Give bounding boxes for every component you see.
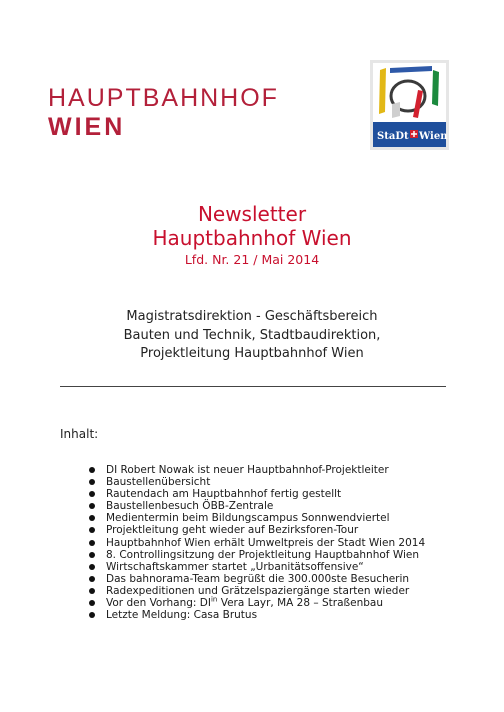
toc-item: 8. Controllingsitzung der Projektleitung Hauptbahnhof Wien — [88, 549, 425, 561]
department-line-1: Magistratsdirektion - Geschäftsbereich — [126, 309, 378, 324]
toc-item — [88, 597, 425, 609]
toc-item-superscript: in — [210, 595, 218, 604]
newsletter-header — [0, 202, 504, 267]
green-stroke — [432, 70, 439, 106]
stadt-wien-logo — [370, 60, 449, 150]
toc-item: DI Robert Nowak ist neuer Hauptbahnhof-Projektleiter — [88, 464, 425, 476]
contents-label: Inhalt: — [60, 427, 99, 441]
toc-item: Rautendach am Hauptbahnhof fertig gestellt — [88, 488, 425, 500]
toc-item: Letzte Meldung: Casa Brutus — [88, 609, 425, 621]
logo-caption-wien: Wien — [419, 131, 448, 142]
logo-caption-stadt: StaDt — [377, 131, 409, 142]
toc-item: Baustellenbesuch ÖBB-Zentrale — [88, 500, 425, 512]
logo-line-hauptbahnhof: HAUPTBAHNHOF — [48, 84, 279, 112]
toc-item-text-before: Vor den Vorhang: DI — [106, 597, 211, 610]
toc-item: Radexpeditionen und Grätzelspaziergänge starten wieder — [88, 585, 425, 597]
department-line-2: Bauten und Technik, Stadtbaudirektion, — [123, 327, 381, 343]
toc-item: Baustellenübersicht — [88, 476, 425, 488]
table-of-contents — [88, 464, 425, 621]
toc-item: Das bahnorama-Team begrüßt die 300.000ste Besucherin — [88, 573, 425, 585]
toc-item: Hauptbahnhof Wien erhält Umweltpreis der Stadt Wien 2014 — [88, 537, 425, 549]
toc-item: Wirtschaftskammer startet „Urbanitätsoffensive“ — [88, 561, 425, 573]
department-line-3: Projektleitung Hauptbahnhof Wien — [140, 346, 364, 361]
logo-line-wien: WIEN — [48, 113, 126, 141]
toc-item-text-after: Vera Layr, MA 28 – Straßenbau — [217, 597, 383, 610]
divider-line — [60, 386, 446, 387]
issue-number: Lfd. Nr. 21 / Mai 2014 — [184, 252, 320, 267]
grey-stroke — [392, 102, 400, 118]
toc-item: Medientermin beim Bildungscampus Sonnwendviertel — [88, 512, 425, 524]
yellow-stroke — [379, 68, 386, 114]
newsletter-title-subject: Hauptbahnhof Wien — [152, 226, 352, 250]
department-info — [0, 308, 504, 364]
newsletter-title: Newsletter — [197, 202, 307, 226]
toc-item: Projektleitung geht wieder auf Bezirksforen-Tour — [88, 524, 425, 536]
hauptbahnhof-logo — [48, 86, 279, 140]
